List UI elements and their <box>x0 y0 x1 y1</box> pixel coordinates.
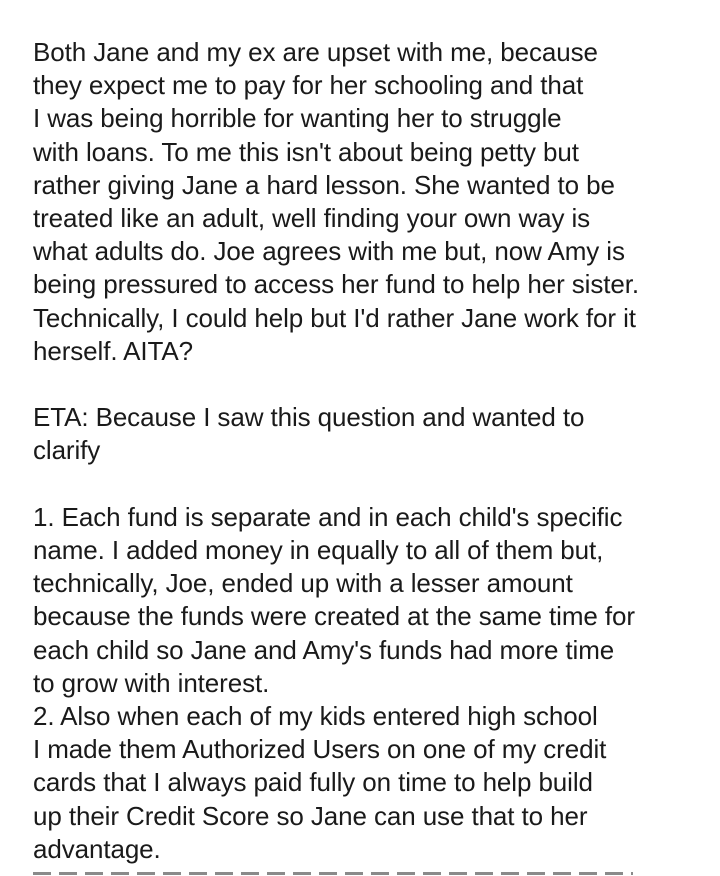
text-line: ETA: Because I saw this question and wanted to <box>33 402 585 433</box>
text-line: I made them Authorized Users on one of my credit <box>33 734 607 765</box>
text-line: rather giving Jane a hard lesson. She wanted to be <box>33 169 615 200</box>
text-line: they expect me to pay for her schooling and that <box>33 70 584 101</box>
paragraph-eta <box>33 401 703 467</box>
cut-off-text-line <box>33 868 633 876</box>
text-line: to grow with interest. <box>33 667 270 698</box>
paragraph-story <box>33 36 703 368</box>
text-line: each child so Jane and Amy's funds had more time <box>33 634 615 665</box>
text-line: I was being horrible for wanting her to struggle <box>33 103 562 134</box>
text-line: cards that I always paid fully on time to help build <box>33 767 593 798</box>
text-line: Both Jane and my ex are upset with me, because <box>33 37 598 67</box>
post-body <box>33 36 703 866</box>
text-line: being pressured to access her fund to help her sister. <box>33 269 639 300</box>
text-line: technically, Joe, ended up with a lesser amount <box>33 568 573 599</box>
text-line: with loans. To me this isn't about being petty but <box>33 136 579 167</box>
text-line: advantage. <box>33 833 161 864</box>
text-line: treated like an adult, well finding your own way is <box>33 203 591 234</box>
text-line: 1. Each fund is separate and in each child's specific <box>33 501 623 532</box>
text-line: because the funds were created at the same time for <box>33 601 635 632</box>
text-line: clarify <box>33 435 101 466</box>
text-line: up their Credit Score so Jane can use that to her <box>33 800 588 831</box>
text-line: 2. Also when each of my kids entered high school <box>33 701 598 732</box>
paragraph-gap <box>33 368 703 401</box>
text-line: what adults do. Joe agrees with me but, now Amy is <box>33 236 625 267</box>
text-line: Technically, I could help but I'd rather Jane work for it <box>33 302 636 333</box>
text-line: herself. AITA? <box>33 335 193 366</box>
paragraph-clarifications <box>33 501 703 866</box>
text-line: name. I added money in equally to all of them but, <box>33 535 604 566</box>
paragraph-gap <box>33 468 703 501</box>
